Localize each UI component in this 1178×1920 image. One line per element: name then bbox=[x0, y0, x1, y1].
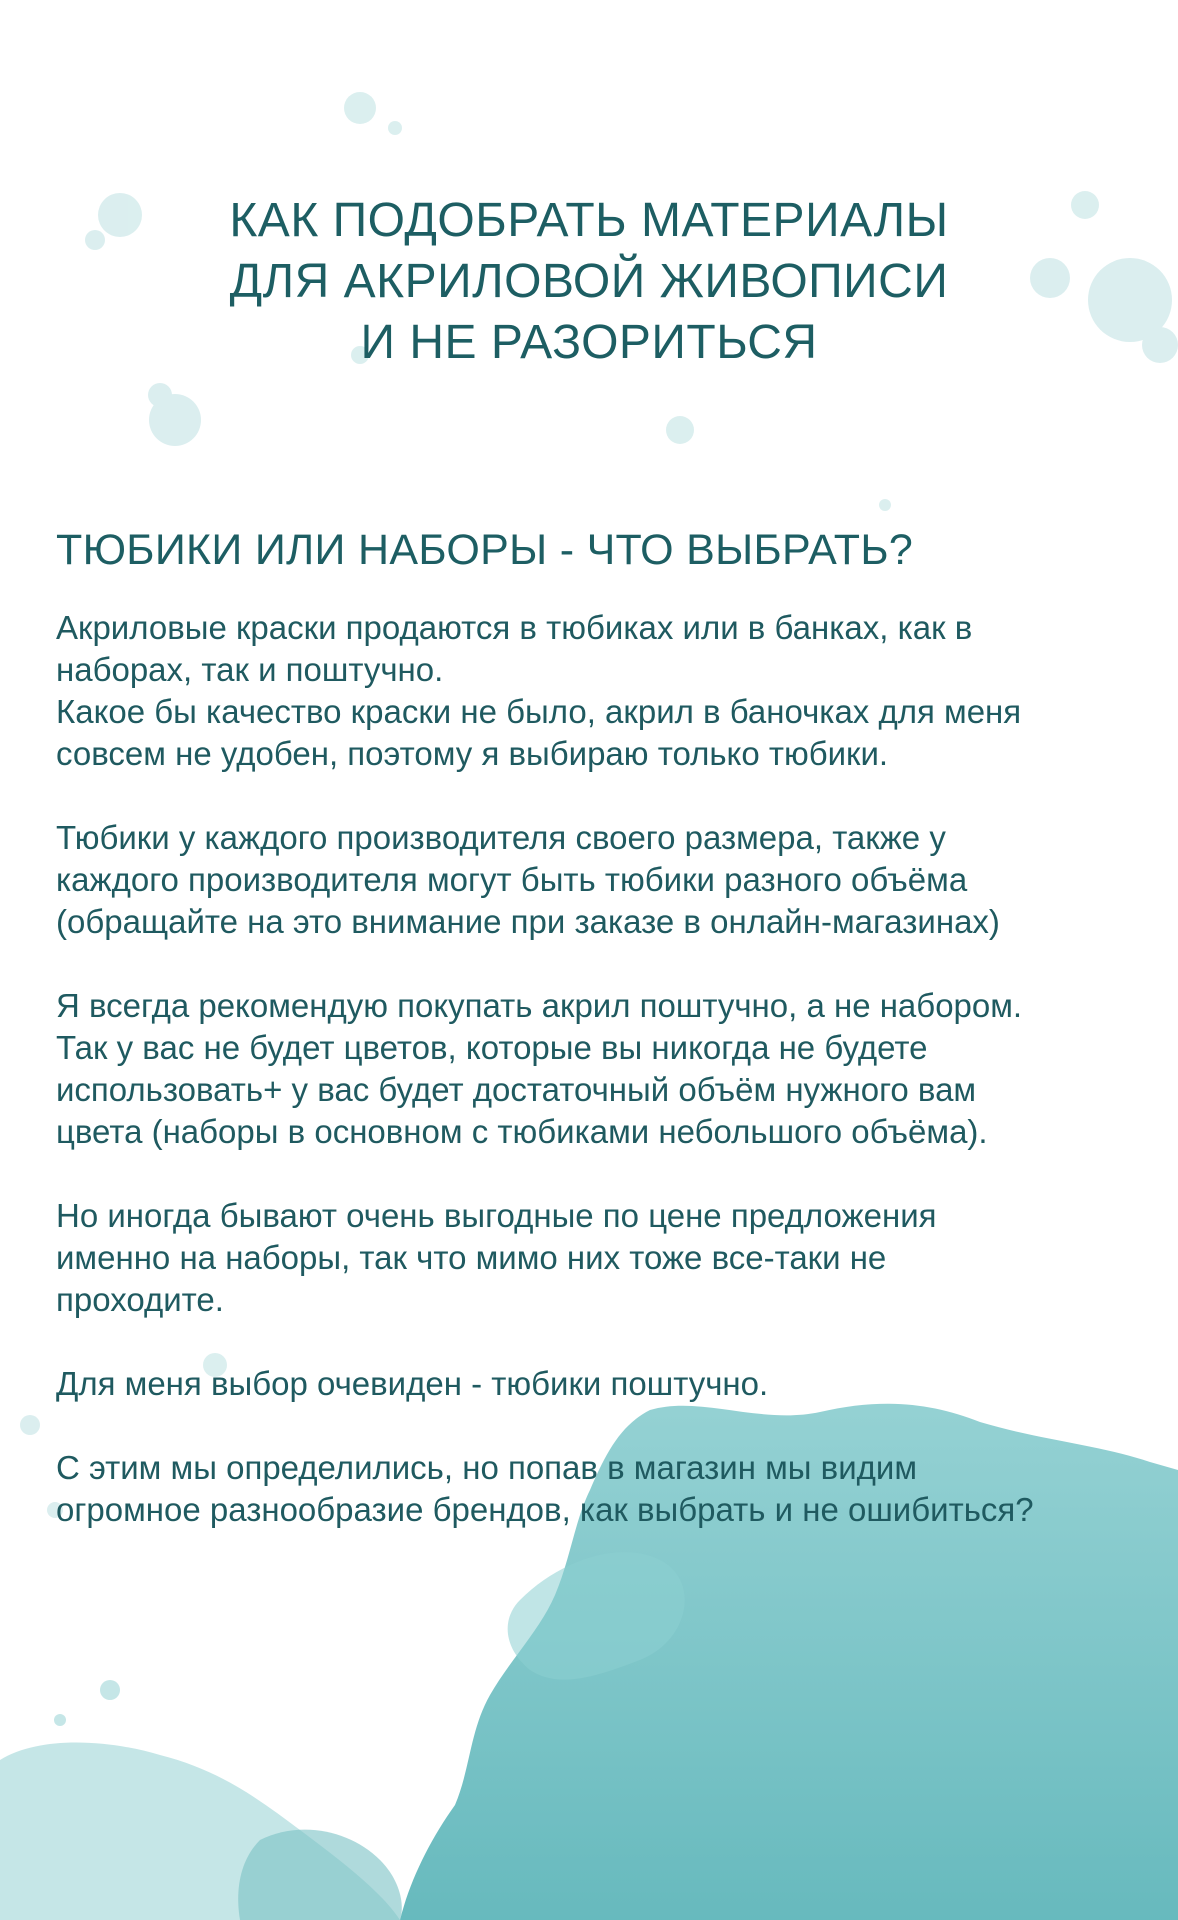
page-title bbox=[0, 190, 1178, 373]
paragraph-line: проходите. bbox=[56, 1281, 224, 1318]
paragraph bbox=[56, 607, 1136, 775]
paragraph-line: С этим мы определились, но попав в магазин мы видим bbox=[56, 1449, 918, 1486]
paragraph-line: Я всегда рекомендую покупать акрил поштучно, а не набором. bbox=[56, 987, 1023, 1024]
paragraph bbox=[56, 1363, 1136, 1405]
paragraph-line: Но иногда бывают очень выгодные по цене предложения bbox=[56, 1197, 937, 1234]
section-heading: ТЮБИКИ ИЛИ НАБОРЫ - ЧТО ВЫБРАТЬ? bbox=[56, 526, 914, 574]
paragraph bbox=[56, 817, 1136, 943]
paragraph-line: Тюбики у каждого производителя своего размера, также у bbox=[56, 819, 946, 856]
paragraph-line: Какое бы качество краски не было, акрил в баночках для меня bbox=[56, 693, 1022, 730]
title-line: КАК ПОДОБРАТЬ МАТЕРИАЛЫ bbox=[229, 194, 949, 247]
section-body bbox=[56, 607, 1136, 1573]
paragraph-line: именно на наборы, так что мимо них тоже все-таки не bbox=[56, 1239, 887, 1276]
paragraph-line: каждого производителя могут быть тюбики разного объёма bbox=[56, 861, 968, 898]
paragraph bbox=[56, 1447, 1136, 1531]
title-line: ДЛЯ АКРИЛОВОЙ ЖИВОПИСИ bbox=[229, 255, 949, 308]
paragraph-line: совсем не удобен, поэтому я выбираю только тюбики. bbox=[56, 735, 889, 772]
paragraph-line: (обращайте на это внимание при заказе в онлайн-магазинах) bbox=[56, 903, 1000, 940]
paragraph-line: наборах, так и поштучно. bbox=[56, 651, 444, 688]
paragraph-line: Акриловые краски продаются в тюбиках или в банках, как в bbox=[56, 609, 973, 646]
paragraph bbox=[56, 985, 1136, 1153]
title-line: И НЕ РАЗОРИТЬСЯ bbox=[360, 316, 818, 369]
paragraph-line: использовать+ у вас будет достаточный объём нужного вам bbox=[56, 1071, 977, 1108]
paragraph-line: огромное разнообразие брендов, как выбрать и не ошибиться? bbox=[56, 1491, 1034, 1528]
paragraph-line: цвета (наборы в основном с тюбиками небольшого объёма). bbox=[56, 1113, 988, 1150]
paragraph-line: Для меня выбор очевиден - тюбики поштучно. bbox=[56, 1365, 769, 1402]
paragraph bbox=[56, 1195, 1136, 1321]
paragraph-line: Так у вас не будет цветов, которые вы никогда не будете bbox=[56, 1029, 928, 1066]
